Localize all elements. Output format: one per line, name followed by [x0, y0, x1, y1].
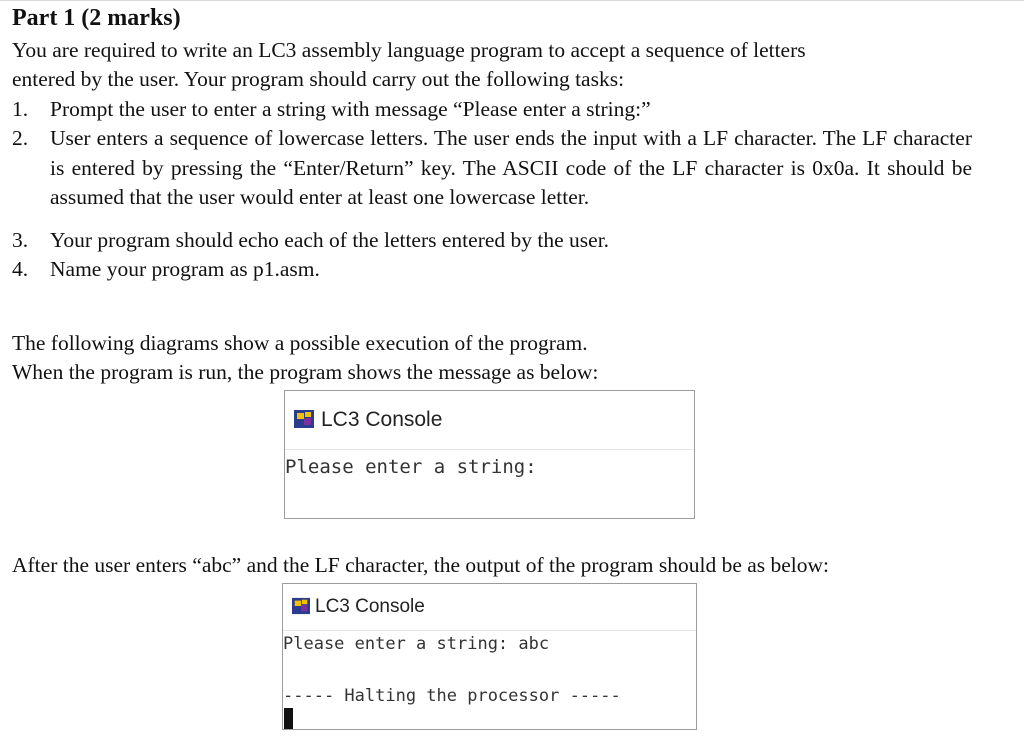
console-output-line: Please enter a string:: [285, 456, 537, 478]
task-text: User enters a sequence of lowercase letters. The user ends the input with a LF character. The LF character is entered by pressing the “Enter/Return” key. The ASCII code of the LF character is 0x0a. It should be assumed that the user would enter at least one lowercase letter.: [50, 126, 972, 209]
task-number: 2.: [12, 126, 29, 151]
lc3-console-window: [284, 390, 695, 519]
following-line-1: The following diagrams show a possible execution of the program.: [12, 331, 588, 355]
console-divider: [285, 449, 694, 450]
task-list: [12, 95, 972, 285]
lc3-console-window-2: [282, 583, 697, 730]
task-number: 4.: [12, 257, 29, 282]
task-item: [12, 95, 972, 124]
part-title: Part 1 (2 marks): [12, 5, 181, 31]
console-title: LC3 Console: [321, 408, 443, 431]
task-item: [12, 124, 972, 212]
text-cursor: [284, 708, 293, 729]
after-text: After the user enters “abc” and the LF character, the output of the program should be as below:: [12, 553, 830, 577]
intro-line-1: You are required to write an LC3 assembly language program to accept a sequence of letters: [12, 38, 806, 62]
intro-line-2: entered by the user. Your program should carry out the following tasks:: [12, 67, 625, 91]
task-number: 3.: [12, 228, 29, 253]
following-line-2: When the program is run, the program shows the message as below:: [12, 360, 599, 384]
lc3-app-icon: [291, 597, 311, 615]
console-halt-line: ----- Halting the processor -----: [283, 686, 621, 706]
console-output-line: Please enter a string: abc: [283, 634, 550, 654]
task-item: [12, 255, 972, 284]
top-rule: [0, 0, 1024, 1]
task-text: Your program should echo each of the letters entered by the user.: [50, 228, 610, 253]
console-title: LC3 Console: [315, 596, 425, 617]
console-divider: [283, 630, 696, 631]
task-text: Name your program as p1.asm.: [50, 257, 320, 282]
task-text: Prompt the user to enter a string with message “Please enter a string:”: [50, 97, 651, 121]
lc3-app-icon: [293, 409, 315, 429]
task-item: [12, 226, 972, 255]
task-number: 1.: [12, 97, 29, 121]
